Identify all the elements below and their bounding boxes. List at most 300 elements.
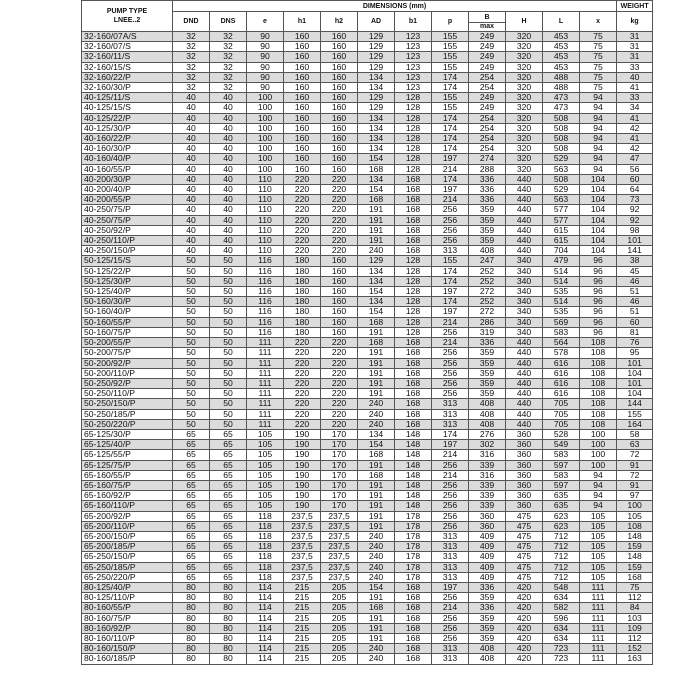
cell-dnd: 65 — [173, 521, 210, 531]
cell-h2: 205 — [321, 623, 358, 633]
cell-b: 409 — [469, 562, 506, 572]
cell-b: 249 — [469, 52, 506, 62]
cell-dnd: 40 — [173, 103, 210, 113]
cell-p: 197 — [432, 154, 469, 164]
cell-pump-type: 40-250/75/P — [82, 215, 173, 225]
cell-b: 359 — [469, 236, 506, 246]
cell-l: 453 — [543, 62, 580, 72]
cell-e: 100 — [247, 103, 284, 113]
cell-b1: 178 — [395, 542, 432, 552]
cell-h: 360 — [506, 491, 543, 501]
cell-dnd: 40 — [173, 185, 210, 195]
cell-l: 528 — [543, 429, 580, 439]
cell-b: 359 — [469, 623, 506, 633]
cell-b1: 128 — [395, 93, 432, 103]
cell-h2: 237,5 — [321, 511, 358, 521]
cell-x: 75 — [580, 83, 617, 93]
cell-b: 288 — [469, 164, 506, 174]
cell-b1: 123 — [395, 42, 432, 52]
cell-b1: 168 — [395, 348, 432, 358]
cell-e: 110 — [247, 215, 284, 225]
cell-ad: 191 — [358, 491, 395, 501]
cell-ad: 191 — [358, 633, 395, 643]
cell-l: 705 — [543, 419, 580, 429]
cell-b1: 178 — [395, 531, 432, 541]
cell-b: 316 — [469, 470, 506, 480]
cell-h2: 160 — [321, 297, 358, 307]
cell-pump-type: 40-200/55/P — [82, 195, 173, 205]
cell-x: 104 — [580, 195, 617, 205]
cell-pump-type: 50-125/40/P — [82, 287, 173, 297]
cell-l: 583 — [543, 450, 580, 460]
cell-p: 256 — [432, 389, 469, 399]
cell-l: 508 — [543, 174, 580, 184]
cell-b: 336 — [469, 195, 506, 205]
cell-l: 578 — [543, 348, 580, 358]
table-row — [82, 633, 653, 643]
cell-x: 108 — [580, 419, 617, 429]
cell-weight: 47 — [617, 154, 653, 164]
cell-h: 320 — [506, 93, 543, 103]
cell-b1: 168 — [395, 603, 432, 613]
cell-x: 104 — [580, 205, 617, 215]
cell-b: 409 — [469, 542, 506, 552]
cell-dnd: 50 — [173, 276, 210, 286]
cell-h1: 220 — [284, 205, 321, 215]
cell-dns: 50 — [210, 266, 247, 276]
cell-l: 514 — [543, 276, 580, 286]
cell-dns: 65 — [210, 552, 247, 562]
cell-dnd: 40 — [173, 154, 210, 164]
cell-b1: 123 — [395, 52, 432, 62]
cell-h1: 190 — [284, 440, 321, 450]
cell-b: 274 — [469, 154, 506, 164]
cell-dns: 50 — [210, 389, 247, 399]
cell-x: 111 — [580, 633, 617, 643]
cell-b1: 148 — [395, 460, 432, 470]
cell-dns: 65 — [210, 501, 247, 511]
cell-ad: 191 — [358, 623, 395, 633]
cell-h2: 170 — [321, 440, 358, 450]
cell-b: 359 — [469, 633, 506, 643]
cell-weight: 73 — [617, 195, 653, 205]
weight-unit-header: kg — [617, 12, 653, 32]
cell-weight: 84 — [617, 603, 653, 613]
cell-p: 256 — [432, 623, 469, 633]
cell-h1: 180 — [284, 276, 321, 286]
cell-l: 712 — [543, 562, 580, 572]
cell-h: 440 — [506, 195, 543, 205]
cell-ad: 191 — [358, 358, 395, 368]
cell-b1: 168 — [395, 215, 432, 225]
table-row — [82, 134, 653, 144]
cell-p: 174 — [432, 113, 469, 123]
cell-h2: 170 — [321, 460, 358, 470]
cell-h1: 190 — [284, 480, 321, 490]
cell-pump-type: 65-160/92/P — [82, 491, 173, 501]
cell-ad: 191 — [358, 368, 395, 378]
cell-x: 105 — [580, 521, 617, 531]
cell-ad: 168 — [358, 450, 395, 460]
cell-ad: 129 — [358, 256, 395, 266]
cell-b1: 128 — [395, 317, 432, 327]
cell-p: 256 — [432, 491, 469, 501]
cell-p: 197 — [432, 307, 469, 317]
cell-ad: 191 — [358, 480, 395, 490]
cell-x: 108 — [580, 348, 617, 358]
cell-e: 116 — [247, 266, 284, 276]
cell-p: 174 — [432, 174, 469, 184]
cell-dnd: 40 — [173, 93, 210, 103]
cell-weight: 141 — [617, 246, 653, 256]
table-row — [82, 103, 653, 113]
cell-h1: 215 — [284, 613, 321, 623]
table-row — [82, 480, 653, 490]
cell-h: 340 — [506, 276, 543, 286]
cell-pump-type: 50-250/150/P — [82, 399, 173, 409]
cell-x: 108 — [580, 378, 617, 388]
cell-h1: 160 — [284, 154, 321, 164]
cell-x: 105 — [580, 511, 617, 521]
cell-l: 705 — [543, 399, 580, 409]
cell-b1: 168 — [395, 205, 432, 215]
cell-h2: 237,5 — [321, 572, 358, 582]
cell-dnd: 65 — [173, 572, 210, 582]
cell-weight: 109 — [617, 623, 653, 633]
table-row — [82, 225, 653, 235]
cell-p: 214 — [432, 164, 469, 174]
cell-b1: 168 — [395, 582, 432, 592]
cell-pump-type: 50-200/75/P — [82, 348, 173, 358]
cell-dnd: 32 — [173, 72, 210, 82]
table-row — [82, 42, 653, 52]
cell-p: 256 — [432, 348, 469, 358]
cell-b1: 128 — [395, 154, 432, 164]
cell-dnd: 32 — [173, 42, 210, 52]
cell-b: 360 — [469, 521, 506, 531]
cell-dnd: 40 — [173, 113, 210, 123]
cell-p: 174 — [432, 134, 469, 144]
cell-h1: 190 — [284, 491, 321, 501]
cell-l: 583 — [543, 470, 580, 480]
cell-h: 475 — [506, 562, 543, 572]
cell-dns: 32 — [210, 62, 247, 72]
cell-b1: 168 — [395, 358, 432, 368]
cell-l: 508 — [543, 144, 580, 154]
cell-dns: 80 — [210, 603, 247, 613]
cell-h2: 220 — [321, 389, 358, 399]
cell-weight: 33 — [617, 62, 653, 72]
cell-weight: 81 — [617, 327, 653, 337]
cell-dnd: 65 — [173, 480, 210, 490]
cell-b1: 148 — [395, 491, 432, 501]
cell-dns: 40 — [210, 144, 247, 154]
cell-dns: 80 — [210, 644, 247, 654]
cell-weight: 40 — [617, 72, 653, 82]
cell-h2: 205 — [321, 633, 358, 643]
table-row — [82, 327, 653, 337]
table-row — [82, 562, 653, 572]
table-row — [82, 123, 653, 133]
cell-b: 252 — [469, 297, 506, 307]
cell-pump-type: 65-125/30/P — [82, 429, 173, 439]
cell-h2: 160 — [321, 317, 358, 327]
cell-h1: 237,5 — [284, 572, 321, 582]
cell-b1: 128 — [395, 123, 432, 133]
cell-dns: 65 — [210, 470, 247, 480]
cell-e: 118 — [247, 542, 284, 552]
cell-b1: 123 — [395, 62, 432, 72]
spec-table-container — [81, 0, 649, 665]
cell-e: 110 — [247, 205, 284, 215]
cell-b1: 128 — [395, 266, 432, 276]
cell-b1: 168 — [395, 225, 432, 235]
cell-weight: 103 — [617, 613, 653, 623]
cell-dnd: 40 — [173, 144, 210, 154]
cell-b: 254 — [469, 113, 506, 123]
cell-pump-type: 80-160/150/P — [82, 644, 173, 654]
cell-h: 320 — [506, 42, 543, 52]
cell-p: 214 — [432, 470, 469, 480]
cell-b: 254 — [469, 134, 506, 144]
cell-h: 440 — [506, 358, 543, 368]
cell-x: 108 — [580, 368, 617, 378]
cell-ad: 240 — [358, 419, 395, 429]
cell-p: 313 — [432, 644, 469, 654]
table-row — [82, 368, 653, 378]
cell-x: 105 — [580, 552, 617, 562]
cell-weight: 75 — [617, 582, 653, 592]
cell-h1: 237,5 — [284, 542, 321, 552]
cell-dnd: 50 — [173, 348, 210, 358]
cell-h: 440 — [506, 368, 543, 378]
cell-pump-type: 65-250/220/P — [82, 572, 173, 582]
cell-h1: 190 — [284, 470, 321, 480]
cell-dns: 50 — [210, 327, 247, 337]
cell-b: 359 — [469, 613, 506, 623]
cell-l: 548 — [543, 582, 580, 592]
cell-p: 155 — [432, 256, 469, 266]
table-row — [82, 511, 653, 521]
cell-pump-type: 80-160/185/P — [82, 654, 173, 664]
cell-b1: 128 — [395, 276, 432, 286]
cell-p: 313 — [432, 419, 469, 429]
cell-x: 100 — [580, 440, 617, 450]
cell-weight: 91 — [617, 460, 653, 470]
cell-ad: 134 — [358, 113, 395, 123]
cell-b1: 128 — [395, 307, 432, 317]
cell-weight: 100 — [617, 501, 653, 511]
cell-dnd: 32 — [173, 62, 210, 72]
table-row — [82, 460, 653, 470]
cell-b1: 128 — [395, 144, 432, 154]
cell-h: 320 — [506, 72, 543, 82]
cell-h: 475 — [506, 521, 543, 531]
cell-dns: 40 — [210, 195, 247, 205]
cell-l: 535 — [543, 307, 580, 317]
cell-ad: 154 — [358, 287, 395, 297]
cell-e: 114 — [247, 633, 284, 643]
cell-pump-type: 65-250/185/P — [82, 562, 173, 572]
cell-b1: 168 — [395, 419, 432, 429]
cell-ad: 240 — [358, 246, 395, 256]
table-row — [82, 623, 653, 633]
cell-dnd: 50 — [173, 399, 210, 409]
cell-b1: 168 — [395, 644, 432, 654]
cell-p: 256 — [432, 633, 469, 643]
table-row — [82, 440, 653, 450]
cell-ad: 191 — [358, 205, 395, 215]
table-row — [82, 195, 653, 205]
cell-p: 214 — [432, 195, 469, 205]
cell-h2: 220 — [321, 174, 358, 184]
cell-dnd: 65 — [173, 552, 210, 562]
cell-dnd: 50 — [173, 256, 210, 266]
table-row — [82, 470, 653, 480]
cell-h: 440 — [506, 348, 543, 358]
cell-e: 100 — [247, 113, 284, 123]
cell-pump-type: 80-160/110/P — [82, 633, 173, 643]
cell-b: 359 — [469, 205, 506, 215]
cell-b: 319 — [469, 327, 506, 337]
cell-pump-type: 65-200/92/P — [82, 511, 173, 521]
cell-h2: 237,5 — [321, 562, 358, 572]
cell-ad: 154 — [358, 185, 395, 195]
cell-dnd: 50 — [173, 307, 210, 317]
cell-h1: 220 — [284, 419, 321, 429]
cell-x: 111 — [580, 613, 617, 623]
cell-h2: 160 — [321, 276, 358, 286]
cell-dnd: 65 — [173, 440, 210, 450]
cell-b1: 148 — [395, 429, 432, 439]
cell-h2: 205 — [321, 603, 358, 613]
cell-x: 96 — [580, 256, 617, 266]
cell-h: 320 — [506, 52, 543, 62]
cell-h1: 215 — [284, 582, 321, 592]
cell-l: 514 — [543, 266, 580, 276]
cell-x: 104 — [580, 236, 617, 246]
cell-dns: 50 — [210, 358, 247, 368]
cell-h: 360 — [506, 460, 543, 470]
cell-pump-type: 50-160/30/P — [82, 297, 173, 307]
table-row — [82, 389, 653, 399]
cell-p: 155 — [432, 52, 469, 62]
cell-dns: 50 — [210, 348, 247, 358]
dimensions-header: DIMENSIONS (mm) — [173, 1, 617, 12]
cell-l: 712 — [543, 531, 580, 541]
cell-dnd: 32 — [173, 52, 210, 62]
cell-b: 359 — [469, 389, 506, 399]
cell-dnd: 40 — [173, 215, 210, 225]
cell-b: 336 — [469, 338, 506, 348]
cell-h1: 215 — [284, 654, 321, 664]
cell-l: 596 — [543, 613, 580, 623]
table-header — [82, 1, 653, 32]
cell-h: 440 — [506, 389, 543, 399]
cell-b: 360 — [469, 511, 506, 521]
cell-pump-type: 40-250/92/P — [82, 225, 173, 235]
table-row — [82, 307, 653, 317]
cell-l: 514 — [543, 297, 580, 307]
cell-ad: 240 — [358, 562, 395, 572]
cell-h: 420 — [506, 623, 543, 633]
cell-weight: 63 — [617, 440, 653, 450]
cell-dns: 80 — [210, 613, 247, 623]
cell-ad: 134 — [358, 297, 395, 307]
cell-b1: 128 — [395, 113, 432, 123]
cell-h1: 180 — [284, 297, 321, 307]
cell-h: 440 — [506, 419, 543, 429]
table-row — [82, 531, 653, 541]
table-row — [82, 654, 653, 664]
cell-b: 249 — [469, 42, 506, 52]
cell-h1: 220 — [284, 246, 321, 256]
cell-dns: 40 — [210, 205, 247, 215]
cell-ad: 168 — [358, 338, 395, 348]
cell-e: 114 — [247, 593, 284, 603]
cell-p: 256 — [432, 368, 469, 378]
cell-l: 634 — [543, 633, 580, 643]
cell-h: 340 — [506, 317, 543, 327]
cell-x: 104 — [580, 185, 617, 195]
cell-h2: 160 — [321, 266, 358, 276]
cell-b: 336 — [469, 582, 506, 592]
cell-h: 420 — [506, 613, 543, 623]
cell-b1: 148 — [395, 450, 432, 460]
cell-dnd: 65 — [173, 460, 210, 470]
cell-b: 359 — [469, 593, 506, 603]
cell-h1: 215 — [284, 633, 321, 643]
cell-h2: 160 — [321, 134, 358, 144]
cell-p: 174 — [432, 429, 469, 439]
cell-dnd: 40 — [173, 134, 210, 144]
cell-h1: 180 — [284, 256, 321, 266]
cell-h1: 160 — [284, 113, 321, 123]
cell-e: 111 — [247, 358, 284, 368]
cell-x: 111 — [580, 582, 617, 592]
cell-ad: 134 — [358, 123, 395, 133]
cell-x: 104 — [580, 174, 617, 184]
cell-b1: 168 — [395, 613, 432, 623]
cell-b1: 178 — [395, 562, 432, 572]
cell-ad: 240 — [358, 399, 395, 409]
cell-h2: 205 — [321, 644, 358, 654]
cell-x: 111 — [580, 623, 617, 633]
cell-b1: 178 — [395, 521, 432, 531]
cell-h2: 160 — [321, 72, 358, 82]
cell-dnd: 65 — [173, 450, 210, 460]
table-row — [82, 287, 653, 297]
cell-h2: 220 — [321, 409, 358, 419]
cell-pump-type: 65-250/150/P — [82, 552, 173, 562]
cell-x: 96 — [580, 276, 617, 286]
cell-h: 440 — [506, 174, 543, 184]
table-row — [82, 358, 653, 368]
cell-dns: 50 — [210, 256, 247, 266]
cell-dns: 32 — [210, 83, 247, 93]
cell-weight: 42 — [617, 123, 653, 133]
cell-e: 100 — [247, 134, 284, 144]
cell-dnd: 50 — [173, 419, 210, 429]
cell-ad: 154 — [358, 307, 395, 317]
cell-b1: 148 — [395, 480, 432, 490]
cell-ad: 240 — [358, 409, 395, 419]
cell-b: 272 — [469, 307, 506, 317]
cell-b: 359 — [469, 348, 506, 358]
cell-h2: 220 — [321, 399, 358, 409]
cell-weight: 41 — [617, 83, 653, 93]
cell-x: 96 — [580, 266, 617, 276]
